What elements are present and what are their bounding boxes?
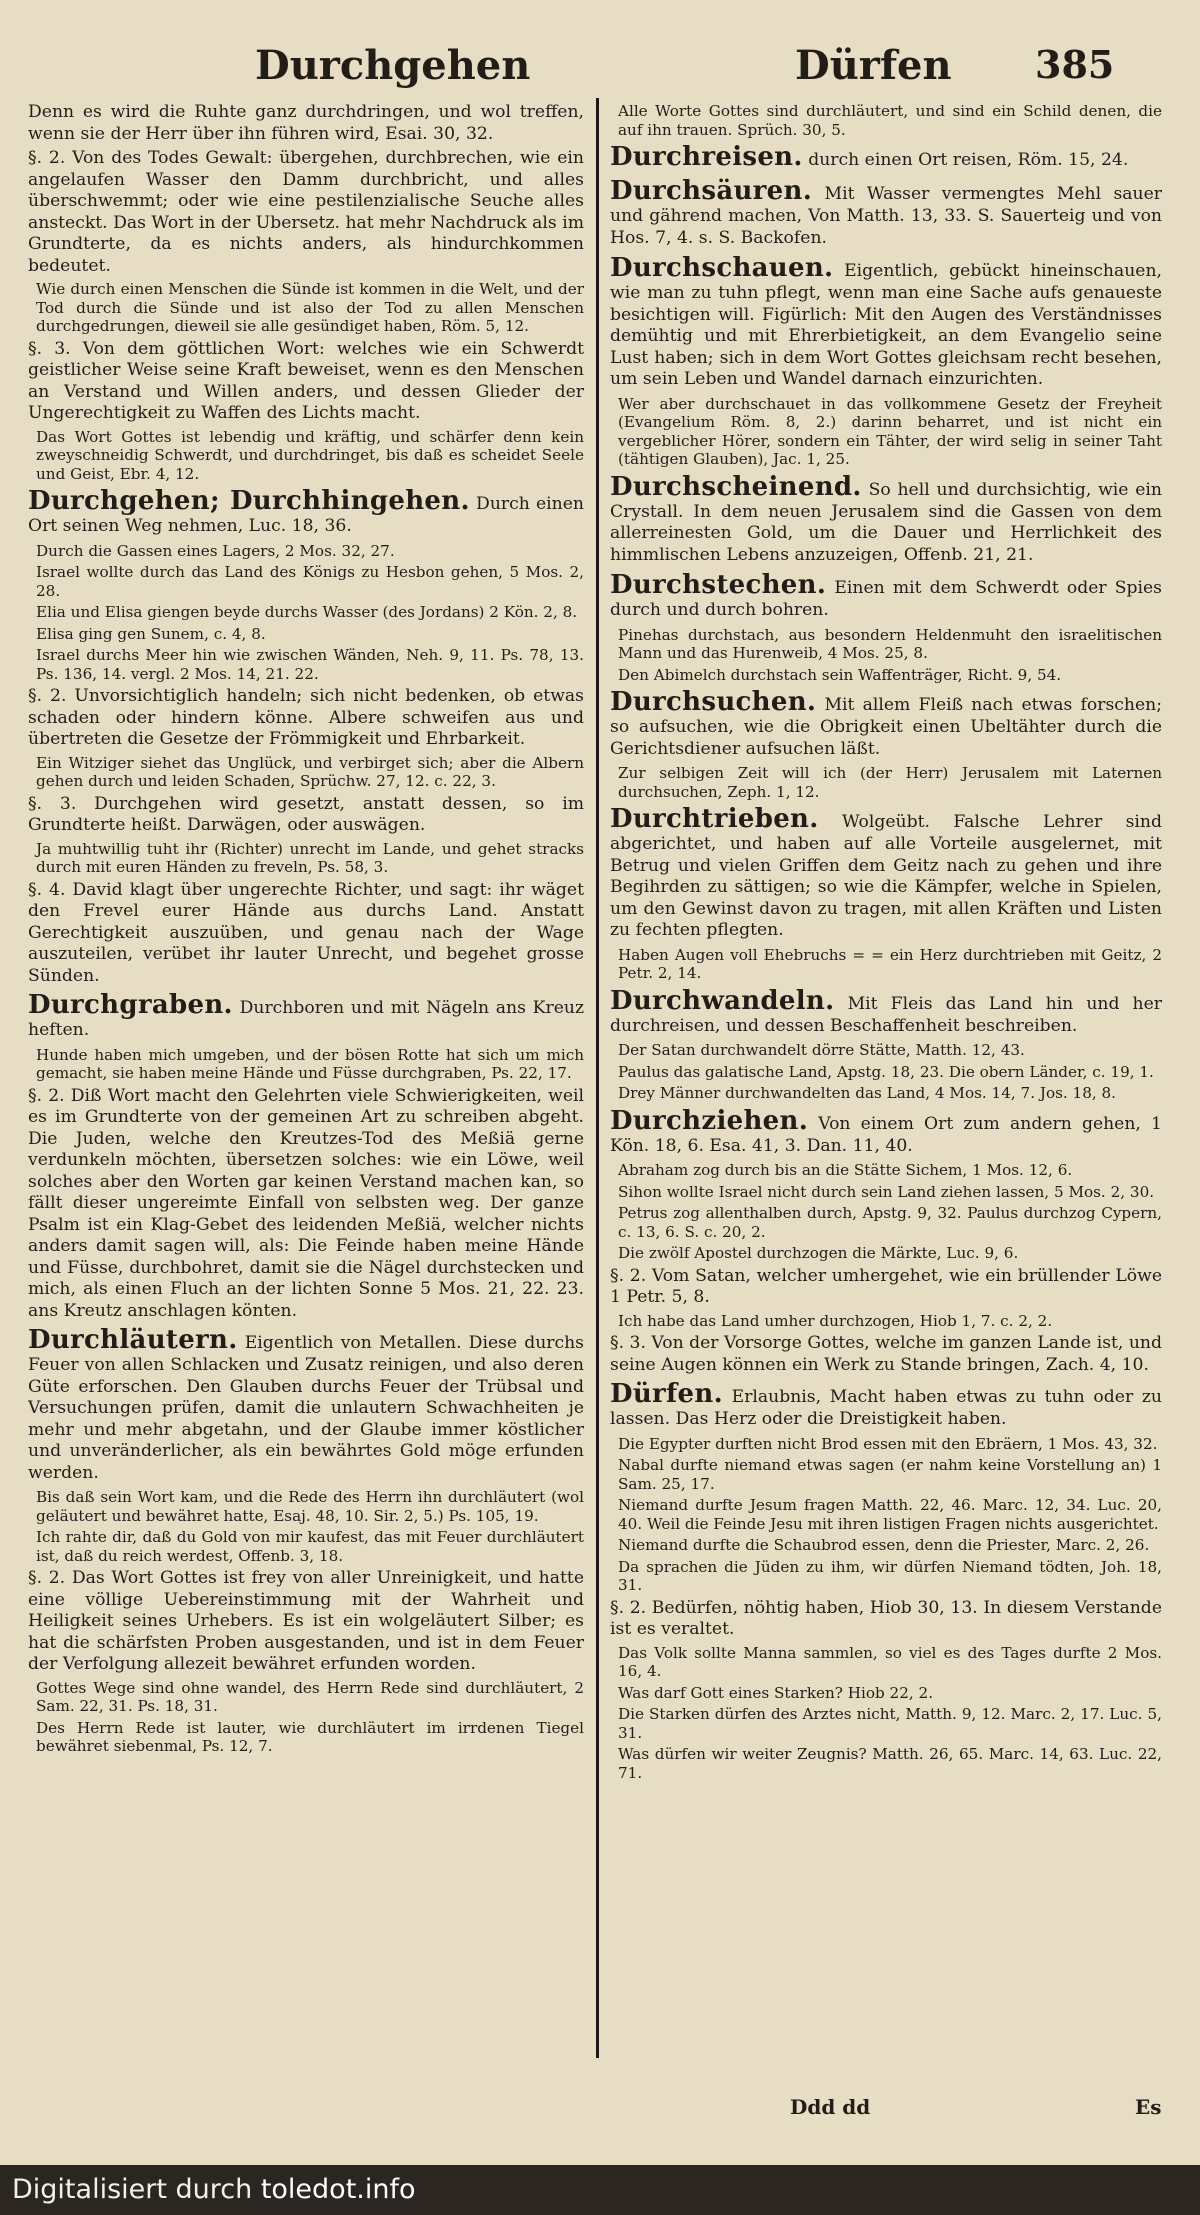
scripture-quote: Des Herrn Rede ist lauter, wie durchläutert im irrdenen Tiegel bewähret siebenmal, Ps. 12, 7. bbox=[36, 1718, 584, 1755]
running-head bbox=[0, 42, 1200, 98]
entry-paragraph: §. 3. Von der Vorsorge Gottes, welche im ganzen Lande ist, und seine Augen können ein Werk zu Stande bringen, Zach. 4, 10. bbox=[610, 1333, 1162, 1375]
scripture-quote: Gottes Wege sind ohne wandel, des Herrn Rede sind durchläutert, 2 Sam. 22, 31. Ps. 18, 31. bbox=[36, 1678, 584, 1715]
entry-definition: Mit Wasser vermengtes Mehl sauer und gährend machen, Von Matth. 13, 33. S. Sauerteig und von Hos. 7, 4. s. S. Backofen. bbox=[610, 184, 1162, 248]
scripture-quote: Ich rahte dir, daß du Gold von mir kaufest, das mit Feuer durchläutert ist, daß du reich werdest, Offenb. 3, 18. bbox=[36, 1528, 584, 1565]
scripture-quote: Ich habe das Land umher durchzogen, Hiob 1, 7. c. 2, 2. bbox=[618, 1311, 1053, 1330]
entry-definition: durch einen Ort reisen, Röm. 15, 24. bbox=[808, 150, 1129, 170]
right-running-head: Dürfen bbox=[795, 42, 952, 89]
scripture-quote: Abraham zog durch bis an die Stätte Sichem, 1 Mos. 12, 6. bbox=[618, 1161, 1073, 1179]
entry-headword: Durchläutern. bbox=[28, 1325, 238, 1355]
entry-paragraph: §. 2. Unvorsichtiglich handeln; sich nicht bedenken, ob etwas schaden oder hindern könne. Albere schweifen aus und übertreten die Gesetze der Frömmigkeit und Ehrbarkeit. bbox=[28, 686, 584, 749]
dictionary-entry bbox=[610, 687, 1162, 760]
signature-mark: Ddd dd bbox=[790, 2095, 871, 2119]
scripture-quote: Petrus zog allenthalben durch, Apstg. 9, 32. Paulus durchzog Cypern, c. 13, 6. S. c. 20, 2. bbox=[618, 1204, 1162, 1241]
entry-paragraph: §. 2. Vom Satan, welcher umhergehet, wie ein brüllender Löwe 1 Petr. 5, 8. bbox=[610, 1265, 1162, 1307]
digitization-footer bbox=[0, 2165, 1200, 2215]
scripture-quote: Pinehas durchstach, aus besondern Heldenmuht den israelitischen Mann und das Hurenweib, 4 Mos. 25, 8. bbox=[618, 625, 1162, 662]
dictionary-entry bbox=[28, 486, 584, 538]
dictionary-entry bbox=[610, 1379, 1162, 1431]
entry-paragraph: §. 2. Das Wort Gottes ist frey von aller Unreinigkeit, und hatte eine völlige Uebereinstimmung mit der Wahrheit und Heiligkeit seines Urhebers. Es ist ein wolgeläutert Silber; es hat die schärfsten Proben ausgestanden, und ist in dem Feuer der Verfolgung allezeit bewähret erfunden worden. bbox=[28, 1568, 584, 1674]
entry-definition: Von einem Ort zum andern gehen, 1 Kön. 18, 6. Esa. 41, 3. Dan. 11, 40. bbox=[610, 1113, 1162, 1156]
entry-definition: Wolgeübt. Falsche Lehrer sind abgerichtet, und haben auf alle Vorteile ausgelernet, mit Betrug und vielen Griffen dem Geitz nach zu gehen und ihre Begihrden zu sättigen; so wie die Kämpfer, welche in Spielen, um den Gewinst davon zu tragen, mit allen Kräften und Listen zu fechten pflegten. bbox=[610, 812, 1162, 940]
scripture-quote: Der Satan durchwandelt dörre Stätte, Matth. 12, 43. bbox=[618, 1041, 1025, 1059]
scripture-quote: Sihon wollte Israel nicht durch sein Land ziehen lassen, 5 Mos. 2, 30. bbox=[618, 1182, 1155, 1201]
scripture-quote: Wie durch einen Menschen die Sünde ist kommen in die Welt, und der Tod durch die Sünde und ist also der Tod zu allen Menschen durchgedrungen, dieweil sie alle gesündiget haben, Röm. 5, 12. bbox=[36, 280, 584, 335]
entry-headword: Durchwandeln. bbox=[610, 985, 835, 1016]
scripture-quote: Drey Männer durchwandelten das Land, 4 Mos. 14, 7. Jos. 18, 8. bbox=[618, 1084, 1117, 1102]
scripture-quote: Elisa ging gen Sunem, c. 4, 8. bbox=[36, 624, 266, 643]
catchword: Es bbox=[1135, 2095, 1162, 2119]
scripture-quote: Durch die Gassen eines Lagers, 2 Mos. 32, 27. bbox=[36, 541, 395, 560]
dictionary-entry bbox=[610, 986, 1162, 1038]
entry-headword: Durchsuchen. bbox=[610, 687, 817, 717]
entry-paragraph: §. 4. David klagt über ungerechte Richter, und sagt: ihr wäget den Frevel eurer Hände aus durchs Land. Anstatt Gerechtigkeit auszuüben, und genau nach der Wage auszuteilen, verübet ihr lauter Unrecht, und begehet grosse Sünden. bbox=[28, 879, 584, 986]
scripture-quote: Was dürfen wir weiter Zeugnis? Matth. 26, 65. Marc. 14, 63. Luc. 22, 71. bbox=[618, 1745, 1162, 1782]
entry-headword: Durchsäuren. bbox=[610, 176, 813, 206]
scripture-quote: Zur selbigen Zeit will ich (der Herr) Jerusalem mit Laternen durchsuchen, Zeph. 1, 12. bbox=[618, 764, 1162, 801]
entry-headword: Durchreisen. bbox=[610, 142, 803, 172]
credit-site: toledot.info bbox=[260, 2174, 416, 2205]
scripture-quote: Niemand durfte Jesum fragen Matth. 22, 46. Marc. 12, 34. Luc. 20, 40. Weil die Feinde Jesu mit ihren listigen Fragen nichts ausgerichtet. bbox=[618, 1496, 1162, 1533]
entry-paragraph: Denn es wird die Ruhte ganz durchdringen, und wol treffen, wenn sie der Herr über ihn führen wird, Esai. 30, 32. bbox=[28, 102, 584, 144]
dictionary-entry bbox=[610, 1106, 1162, 1158]
entry-headword: Dürfen. bbox=[610, 1379, 723, 1409]
entry-paragraph: §. 2. Diß Wort macht den Gelehrten viele Schwierigkeiten, weil es im Grundterte von der gemeinen Art zu schreiben abgeht. Die Juden, welche den Kreutzes-Tod des Meßiä gerne verdunkeln möchten, übersetzen solches: wie ein Löwe, weil solches aber den Worten gar keinen Verstand machen kan, so fällt dieser ungereimte Einfall von selbsten weg. Der ganze Psalm ist ein Klag-Gebet des leidenden Meßiä, welcher nichts anders damit sagen will, als: Die Feinde haben meine Hände und Füsse, durchbohret, damit sie die Nägel durchstecken und mich, als einen Fluch an der lichten Sonne 5 Mos. 21, 22. 23. ans Kreutz anschlagen könten. bbox=[28, 1085, 584, 1321]
dictionary-entry bbox=[610, 142, 1162, 172]
column-divider bbox=[596, 98, 599, 2058]
dictionary-entry bbox=[28, 990, 584, 1042]
entry-headword: Durchschauen. bbox=[610, 253, 834, 283]
left-running-head: Durchgehen bbox=[255, 42, 531, 89]
entry-definition: Durchboren und mit Nägeln ans Kreuz heften. bbox=[28, 998, 584, 1040]
entry-definition: Eigentlich, gebückt hineinschauen, wie man zu tuhn pflegt, wenn man eine Sache aufs genaueste besichtigen will. Figürlich: Mit den Augen des Verständnisses demühtig und mit Ehrerbietigkeit, an dem Evangelio seine Lust haben; sich in dem Wort Gottes gleichsam recht besehen, um sein Leben und Wandel darnach einzurichten. bbox=[610, 261, 1162, 389]
digitization-credit bbox=[12, 2174, 416, 2205]
scripture-quote: Elia und Elisa giengen beyde durchs Wasser (des Jordans) 2 Kön. 2, 8. bbox=[36, 603, 578, 621]
scripture-quote: Ja muhtwillig tuht ihr (Richter) unrecht im Lande, und gehet stracks durch mit euren Händen zu freveln, Ps. 58, 3. bbox=[36, 839, 584, 876]
scripture-quote: Wer aber durchschauet in das vollkommene Gesetz der Freyheit (Evangelium Röm. 8, 2.) darinn beharret, und ist nicht ein vergeblicher Hörer, sondern ein Tähter, der wird selig in seiner Taht (tähtigen Glauben), Jac. 1, 25. bbox=[618, 394, 1162, 468]
entry-headword: Durchtrieben. bbox=[610, 804, 819, 834]
entry-headword: Durchgraben. bbox=[28, 990, 233, 1020]
entry-headword: Durchgehen; Durchhingehen. bbox=[28, 486, 470, 516]
scripture-quote: Die Starken dürfen des Arztes nicht, Matth. 9, 12. Marc. 2, 17. Luc. 5, 31. bbox=[618, 1705, 1162, 1742]
entry-paragraph: §. 3. Von dem göttlichen Wort: welches wie ein Schwerdt geistlicher Weise seine Kraft beweiset, wenn es den Menschen an Verstand und Willen anders, und dessen Glieder der Ungerechtigkeit zu Waffen des Lichts macht. bbox=[28, 338, 584, 423]
page-number: 385 bbox=[1035, 42, 1115, 87]
entry-paragraph: §. 3. Durchgehen wird gesetzt, anstatt dessen, so im Grundterte heißt. Darwägen, oder auswägen. bbox=[28, 793, 584, 835]
scripture-quote: Was darf Gott eines Starken? Hiob 22, 2. bbox=[618, 1683, 934, 1702]
scripture-quote: Nabal durfte niemand etwas sagen (er nahm keine Vorstellung an) 1 Sam. 25, 17. bbox=[618, 1456, 1162, 1493]
dictionary-entry bbox=[610, 804, 1162, 942]
scripture-quote: Den Abimelch durchstach sein Waffenträger, Richt. 9, 54. bbox=[618, 665, 1062, 684]
catchline bbox=[0, 2095, 1200, 2127]
scripture-quote: Israel wollte durch das Land des Königs zu Hesbon gehen, 5 Mos. 2, 28. bbox=[36, 563, 584, 600]
scripture-quote: Ein Witziger siehet das Unglück, und verbirget sich; aber die Albern gehen durch und leiden Schaden, Sprüchw. 27, 12. c. 22, 3. bbox=[36, 753, 584, 790]
scripture-quote: Die zwölf Apostel durchzogen die Märkte, Luc. 9, 6. bbox=[618, 1244, 1019, 1262]
entry-definition: So hell und durchsichtig, wie ein Crystall. In dem neuen Jerusalem sind die Gassen von dem allerreinesten Gold, um die Dauer und Herrlichkeit des himmlischen Lebens anzuzeigen, Offenb. 21, 21. bbox=[610, 479, 1162, 565]
scripture-quote: Haben Augen voll Ehebruchs = = ein Herz durchtrieben mit Geitz, 2 Petr. 2, 14. bbox=[618, 945, 1162, 982]
entry-definition: Mit allem Fleiß nach etwas forschen; so aufsuchen, wie die Obrigkeit einen Ubeltähter durch die Gerichtsdiener aufsuchen läßt. bbox=[610, 695, 1162, 759]
entry-definition: Eigentlich von Metallen. Diese durchs Feuer von allen Schlacken und Zusatz reinigen, und also deren Güte erforschen. Den Glauben durchs Feuer der Trübsal und Versuchungen prüfen, damit die unlautern Schwachheiten je mehr und mehr abgetahn, und der Glaube immer köstlicher und unveränderlicher, als ein bewährtes Gold möge erfunden werden. bbox=[28, 1333, 584, 1483]
scripture-quote: Die Egypter durften nicht Brod essen mit den Ebräern, 1 Mos. 43, 32. bbox=[618, 1434, 1158, 1453]
entry-headword: Durchstechen. bbox=[610, 570, 827, 600]
entry-definition: Erlaubnis, Macht haben etwas zu tuhn oder zu lassen. Das Herz oder die Dreistigkeit haben. bbox=[610, 1387, 1162, 1429]
dictionary-entry bbox=[28, 1325, 584, 1484]
entry-definition: Durch einen Ort seinen Weg nehmen, Luc. 18, 36. bbox=[28, 494, 584, 536]
entry-headword: Durchziehen. bbox=[610, 1105, 809, 1136]
scripture-quote: Hunde haben mich umgeben, und der bösen Rotte hat sich um mich gemacht, sie haben meine Hände und Füsse durchgraben, Ps. 22, 17. bbox=[36, 1045, 584, 1082]
scripture-quote: Paulus das galatische Land, Apstg. 18, 23. Die obern Länder, c. 19, 1. bbox=[618, 1062, 1154, 1081]
credit-prefix: Digitalisiert durch bbox=[12, 2174, 261, 2205]
scripture-quote: Das Wort Gottes ist lebendig und kräftig, und schärfer denn kein zweyschneidig Schwerdt, und durchdringet, bis daß es scheidet Seele und Geist, Ebr. 4, 12. bbox=[36, 427, 584, 483]
scripture-quote: Israel durchs Meer hin wie zwischen Wänden, Neh. 9, 11. Ps. 78, 13. Ps. 136, 14. vergl. 2 Mos. 14, 21. 22. bbox=[36, 646, 584, 683]
entry-paragraph: §. 2. Von des Todes Gewalt: übergehen, durchbrechen, wie ein angelaufen Wasser den Damm durchbricht, und alles überschwemmt; oder wie eine pestilenzialische Seuche alles ansteckt. Das Wort in der Ubersetz. hat mehr Nachdruck als im Grundterte, da es nichts anders, als hindurchkommen bedeutet. bbox=[28, 148, 584, 276]
scripture-quote: Bis daß sein Wort kam, und die Rede des Herrn ihn durchläutert (wol geläutert und bewähret hatte, Esaj. 48, 10. Sir. 2, 5.) Ps. 105, 19. bbox=[36, 1488, 584, 1525]
entry-definition: Einen mit dem Schwerdt oder Spies durch und durch bohren. bbox=[610, 578, 1162, 620]
scripture-quote: Da sprachen die Jüden zu ihm, wir dürfen Niemand tödten, Joh. 18, 31. bbox=[618, 1557, 1162, 1594]
dictionary-entry bbox=[610, 570, 1162, 622]
entry-paragraph: §. 2. Bedürfen, nöhtig haben, Hiob 30, 13. In diesem Verstande ist es veraltet. bbox=[610, 1597, 1162, 1639]
dictionary-entry bbox=[610, 472, 1162, 567]
right-column bbox=[610, 100, 1162, 2090]
scripture-quote: Das Volk sollte Manna sammlen, so viel es des Tages durfte 2 Mos. 16, 4. bbox=[618, 1643, 1162, 1680]
scripture-quote: Niemand durfte die Schaubrod essen, denn die Priester, Marc. 2, 26. bbox=[618, 1536, 1150, 1554]
scripture-quote: Alle Worte Gottes sind durchläutert, und sind ein Schild denen, die auf ihn trauen. Sprüch. 30, 5. bbox=[618, 102, 1162, 139]
entry-headword: Durchscheinend. bbox=[610, 471, 862, 502]
dictionary-entry bbox=[610, 253, 1162, 391]
left-column bbox=[28, 100, 584, 2090]
dictionary-entry bbox=[610, 176, 1162, 249]
entry-definition: Mit Fleis das Land hin und her durchreisen, und dessen Beschaffenheit beschreiben. bbox=[610, 993, 1162, 1036]
